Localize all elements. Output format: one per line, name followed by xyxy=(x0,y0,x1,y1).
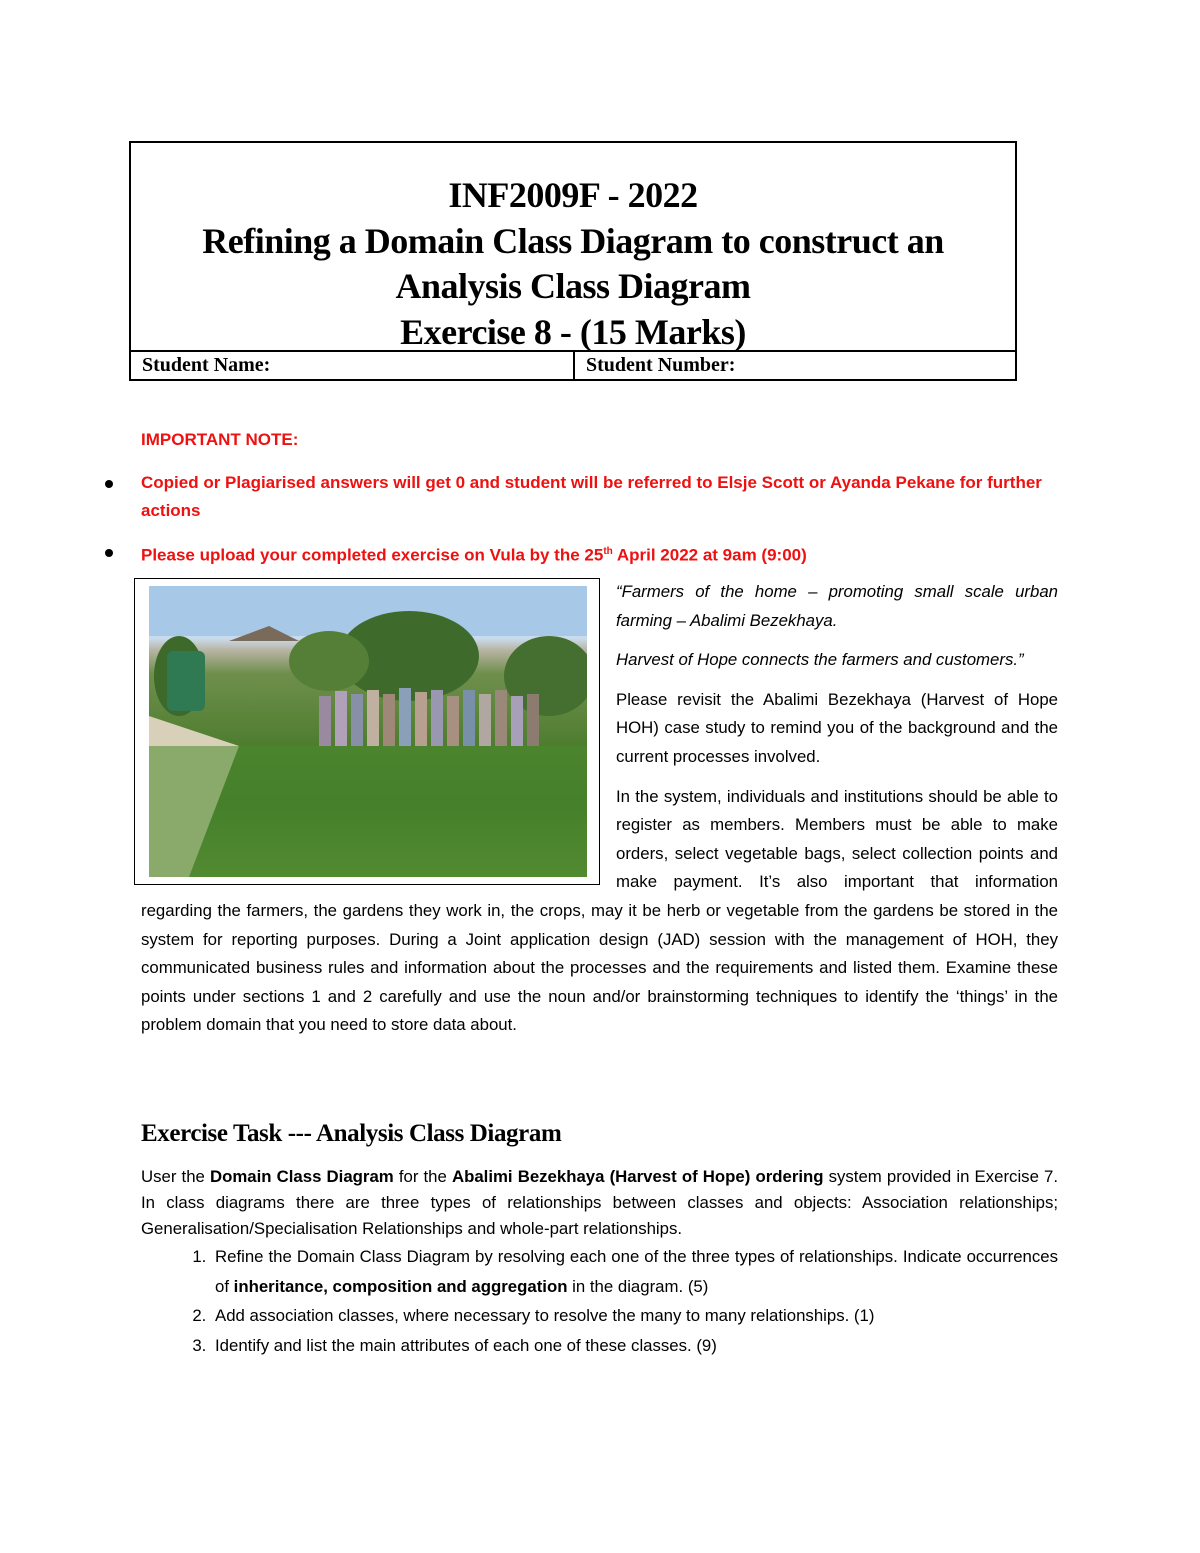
title-line: INF2009F - 2022 xyxy=(448,175,698,215)
task-paragraph xyxy=(141,1164,1058,1242)
note-bullet xyxy=(141,538,1051,570)
bullet-text: April 2022 at 9am (9:00) xyxy=(612,545,807,565)
bullet-text: Copied or Plagiarised answers will get 0 and student will be referred to Elsje Scott or Ayanda Pekane for further actions xyxy=(141,473,1042,520)
text-run: User the xyxy=(141,1167,210,1186)
quote-line: “Farmers of the home – promoting small scale urban farming – Abalimi Bezekhaya. xyxy=(616,582,1058,630)
text-run-bold: inheritance, composition and aggregation xyxy=(233,1276,568,1296)
title-line: Refining a Domain Class Diagram to construct an xyxy=(202,220,944,261)
text-run: for the xyxy=(393,1167,452,1186)
quote-line: Harvest of Hope connects the farmers and customers.” xyxy=(616,650,1024,670)
task-item xyxy=(211,1242,1058,1301)
text-run: Identify and list the main attributes of each one of these classes. (9) xyxy=(215,1335,717,1355)
student-info-row xyxy=(131,350,1015,379)
intro-paragraph: Please revisit the Abalimi Bezekhaya (Harvest of Hope HOH) case study to remind you of the background and the current processes involved. xyxy=(616,689,1058,766)
intro-section xyxy=(141,578,1058,1051)
bullet-text: Please upload your completed exercise on Vula by the 25 xyxy=(141,545,604,565)
text-run: Refine the Domain Class Diagram by resolving each one of the three types of relationships. Indicate occurrences of xyxy=(215,1247,1058,1296)
document-title xyxy=(131,143,1015,352)
note-bullet xyxy=(141,469,1051,525)
text-run-bold: Domain Class Diagram xyxy=(210,1167,394,1186)
bullet-icon xyxy=(105,480,113,488)
section-heading: Exercise Task --- Analysis Class Diagram xyxy=(141,1120,562,1147)
bullet-icon xyxy=(105,549,113,557)
important-note-heading: IMPORTANT NOTE: xyxy=(141,430,299,449)
text-run: in the diagram. (5) xyxy=(567,1276,709,1296)
text-run: Add association classes, where necessary to resolve the many to many relationships. (1) xyxy=(215,1306,875,1325)
task-item xyxy=(211,1331,1058,1361)
student-number-label: Student Number: xyxy=(586,354,736,376)
intro-paragraph: In the system, individuals and institutions should be able to register as members. Members must be able to make orders, select vegetable bags, select collection points and make payment. It’s also important that information regarding the farmers, the gardens they work in, the crops, may it be herb or vegetable from the gardens be stored in the system for reporting purposes. During a Joint application design (JAD) session with the management of HOH, they communicated business rules and information about the processes and the requirements and listed them. Examine these points under sections 1 and 2 carefully and use the noun and/or brainstorming techniques to identify the ‘things’ in the problem domain that you need to store data about. xyxy=(141,786,1058,1035)
photo-illustration xyxy=(149,586,587,877)
title-line: Analysis Class Diagram xyxy=(395,266,751,306)
task-section xyxy=(141,1164,1058,1360)
title-box xyxy=(129,141,1017,381)
ordinal-suffix: th xyxy=(603,546,613,557)
title-line: Exercise 8 - (15 Marks) xyxy=(400,311,746,352)
task-list xyxy=(141,1242,1058,1360)
text-run-bold: Abalimi Bezekhaya (Harvest of Hope) ordering xyxy=(451,1167,824,1186)
student-name-label: Student Name: xyxy=(131,352,575,379)
task-item xyxy=(211,1301,1058,1331)
text-run: system provided in Exercise 7. In class diagrams there are three types of relationships between classes and objects: Association relationships; Generalisation/Specialisation Relationships and whole-part relationships. xyxy=(141,1167,1059,1238)
farmers-garden-photo xyxy=(149,586,587,877)
photo-frame xyxy=(134,578,600,885)
